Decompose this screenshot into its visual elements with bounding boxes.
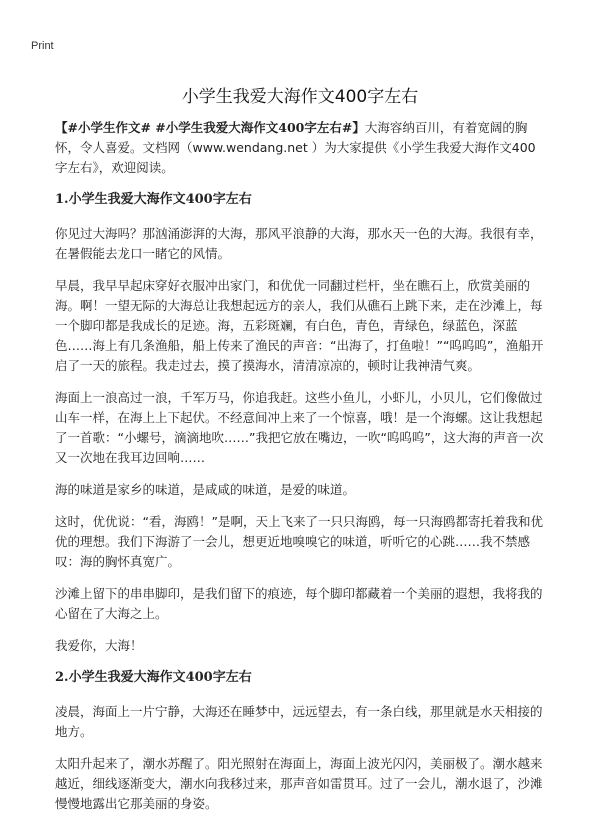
section-1-paragraph-3: 海面上一浪高过一浪，千军万马，你追我赶。这些小鱼儿，小虾儿，小贝儿，它们像做过山车一样，在海上上下起伏。不经意间冲上来了一个惊喜，哦！是一个海螺。这让我想起了一首歌：“小螺号，滴滴地吹……”我把它放在嘴边，一吹“呜呜呜”，这大海的声音一次又一次地在我耳边回响…… [55,390,544,465]
section-1-paragraph-5: 这时，优优说：“看，海鸥！”是啊，天上飞来了一只只海鸥，每一只海鸥都寄托着我和优优的理想。我们下海游了一会儿，想更近地嗅嗅它的味道，听听它的心跳……我不禁感叹：海的胸怀真宽广。 [55,514,543,569]
section-2-paragraph-2: 太阳升起来了，潮水苏醒了。阳光照射在海面上，海面上波光闪闪，美丽极了。潮水越来越近，细线逐渐变大，潮水向我移过来，那声音如雷贯耳。过了一会儿，潮水退了，沙滩慢慢地露出它那美丽的身姿。 [55,756,543,811]
intro-text: 大海容纳百川，有着宽阔的胸怀，令人喜爱。文档网（www.wendang.net ）为大家提供《小学生我爱大海作文400字左右》，欢迎阅读。 [55,120,536,175]
section-2-paragraph-1: 凌晨，海面上一片宁静，大海还在睡梦中，远远望去，有一条白线，那里就是水天相接的地方。 [55,704,543,739]
section-1-heading: 1.小学生我爱大海作文400字左右 [55,192,252,207]
print-link[interactable]: Print [31,40,54,52]
intro-paragraph [55,118,547,178]
page-title: 小学生我爱大海作文400字左右 [181,87,419,107]
intro-tags: 【#小学生作文# #小学生我爱大海作文400字左右#】 [55,120,365,135]
section-1-paragraph-7: 我爱你，大海！ [55,638,143,653]
section-1-paragraph-6: 沙滩上留下的串串脚印，是我们留下的痕迹，每个脚印都藏着一个美丽的遐想，我将我的心留在了大海之上。 [55,586,543,621]
section-2-heading: 2.小学生我爱大海作文400字左右 [55,670,252,685]
section-1-paragraph-1: 你见过大海吗？那汹涌澎湃的大海，那风平浪静的大海，那水天一色的大海。我很有幸，在暑假能去龙口一睹它的风情。 [55,226,543,261]
section-1-paragraph-4: 海的味道是家乡的味道，是咸咸的味道，是爱的味道。 [55,482,356,497]
section-1-paragraph-2: 早晨，我早早起床穿好衣服冲出家门，和优优一同翻过栏杆，坐在瞧石上，欣赏美丽的海。啊！一望无际的大海总让我想起远方的亲人，我们从礁石上跳下来，走在沙滩上，每一个脚印都是我成长的足迹。海，五彩斑斓，有白色，青色，青绿色，绿蓝色，深蓝色……海上有几条渔船，船上传来了渔民的声音：“出海了，打鱼啦！”“呜呜呜”，渔船开启了一天的旅程。我走过去，摸了摸海水，清清凉凉的，顿时让我神清气爽。 [55,278,544,373]
article-body [55,118,547,826]
